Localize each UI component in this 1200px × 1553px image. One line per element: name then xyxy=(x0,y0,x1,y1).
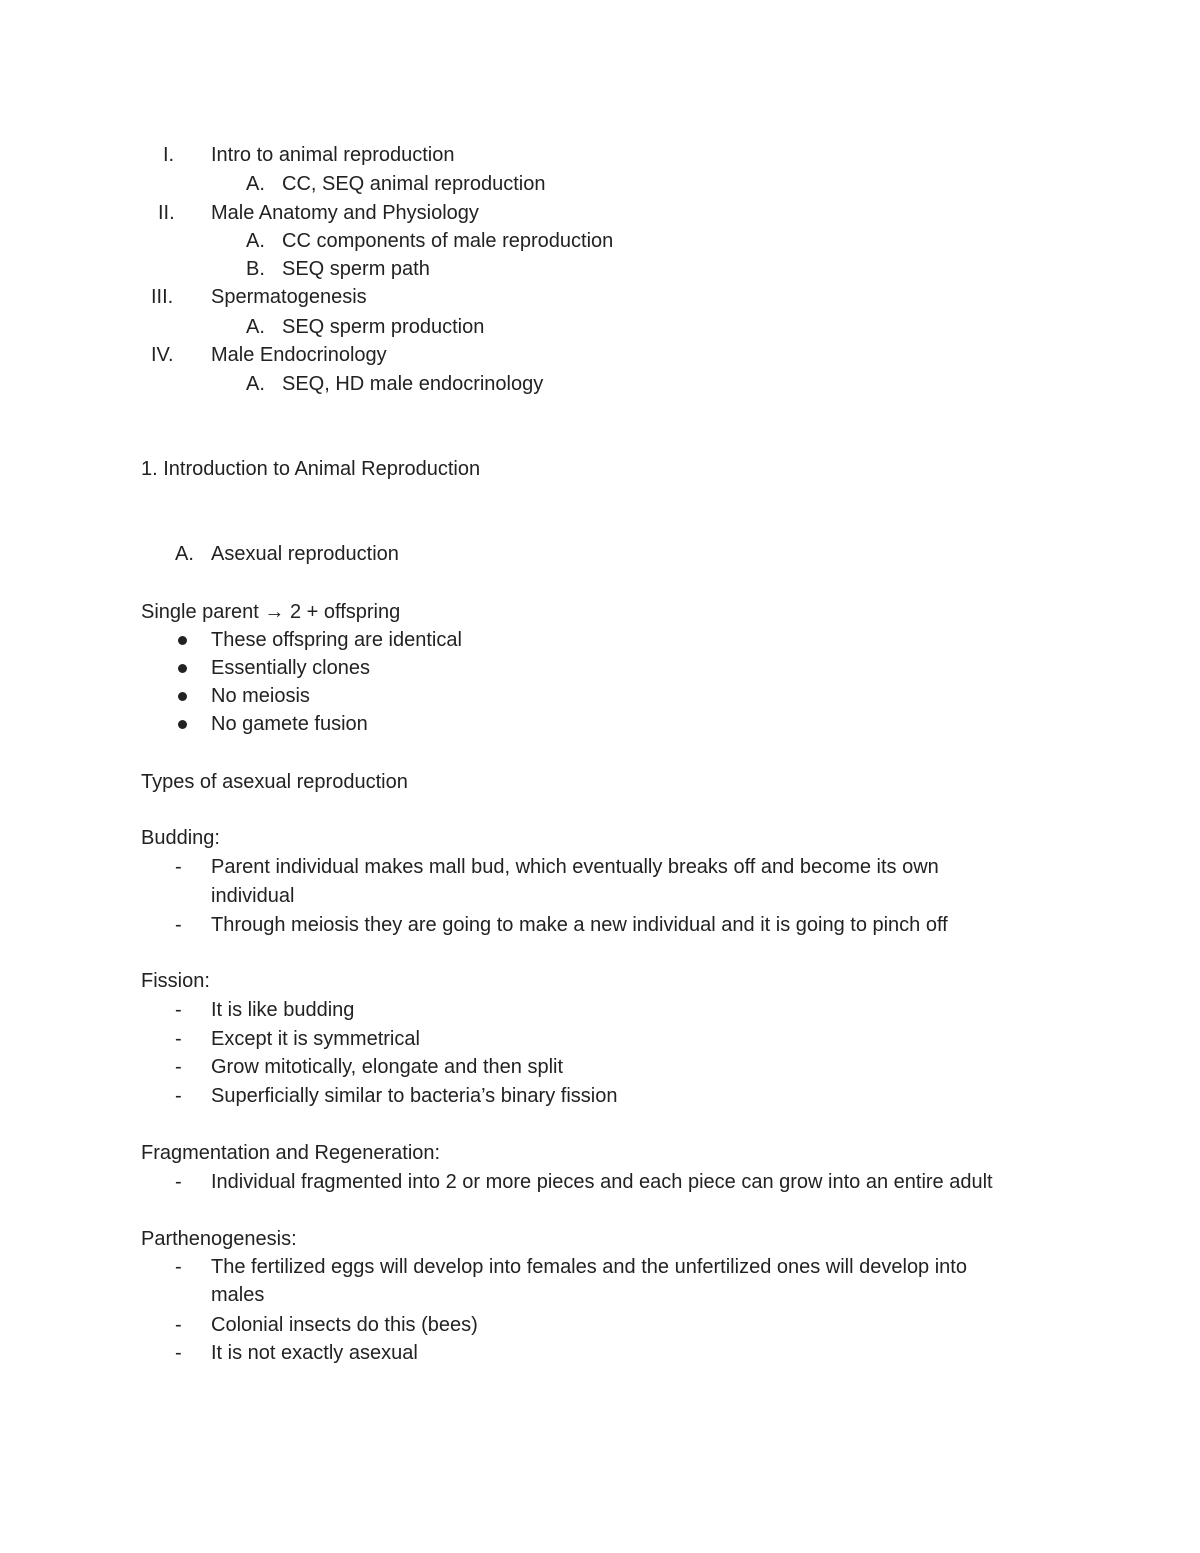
bullet-dot-icon xyxy=(178,720,187,729)
outline-marker-1: I. xyxy=(163,144,175,166)
dash-marker: - xyxy=(175,856,182,878)
asexual-bullet-2: Essentially clones xyxy=(211,657,370,679)
outline-sub-item-1a: CC, SEQ animal reproduction xyxy=(282,173,546,195)
bullet-dot-icon xyxy=(178,692,187,701)
fragmentation-item-1: Individual fragmented into 2 or more pieces and each piece can grow into an entire adult xyxy=(211,1171,993,1193)
parthenogenesis-item-1-line-1: The fertilized eggs will develop into females and the unfertilized ones will develop into xyxy=(211,1256,967,1278)
outline-sub-marker-4a: A. xyxy=(246,373,265,395)
parthenogenesis-item-2: Colonial insects do this (bees) xyxy=(211,1314,478,1336)
outline-item-4: Male Endocrinology xyxy=(211,344,387,366)
outline-marker-3: III. xyxy=(151,286,174,308)
section-heading: 1. Introduction to Animal Reproduction xyxy=(141,458,481,480)
asexual-bullet-4: No gamete fusion xyxy=(211,713,368,735)
outline-marker-2: II. xyxy=(158,202,175,224)
bullet-dot-icon xyxy=(178,636,187,645)
subsection-heading: Asexual reproduction xyxy=(211,543,399,565)
budding-item-1-line-2: individual xyxy=(211,885,295,907)
outline-sub-marker-2a: A. xyxy=(246,230,265,252)
asexual-bullet-3: No meiosis xyxy=(211,685,310,707)
parthenogenesis-item-1-line-2: males xyxy=(211,1284,265,1306)
dash-marker: - xyxy=(175,914,182,936)
outline-item-1: Intro to animal reproduction xyxy=(211,144,455,166)
outline-item-2: Male Anatomy and Physiology xyxy=(211,202,479,224)
asexual-intro: Single parent → 2 + offspring xyxy=(141,601,401,623)
fission-heading: Fission: xyxy=(141,970,210,992)
bullet-dot-icon xyxy=(178,664,187,673)
dash-marker: - xyxy=(175,1028,182,1050)
fission-item-2: Except it is symmetrical xyxy=(211,1028,420,1050)
outline-sub-marker-1a: A. xyxy=(246,173,265,195)
outline-sub-marker-3a: A. xyxy=(246,316,265,338)
outline-sub-item-2b: SEQ sperm path xyxy=(282,258,430,280)
dash-marker: - xyxy=(175,1171,182,1193)
dash-marker: - xyxy=(175,1085,182,1107)
dash-marker: - xyxy=(175,999,182,1021)
outline-sub-item-2a: CC components of male reproduction xyxy=(282,230,614,252)
parthenogenesis-heading: Parthenogenesis: xyxy=(141,1228,297,1250)
asexual-bullet-1: These offspring are identical xyxy=(211,629,462,651)
subsection-marker: A. xyxy=(175,543,194,565)
dash-marker: - xyxy=(175,1256,182,1278)
dash-marker: - xyxy=(175,1314,182,1336)
fission-item-1: It is like budding xyxy=(211,999,355,1021)
dash-marker: - xyxy=(175,1056,182,1078)
outline-sub-item-4a: SEQ, HD male endocrinology xyxy=(282,373,544,395)
fragmentation-heading: Fragmentation and Regeneration: xyxy=(141,1142,441,1164)
outline-sub-marker-2b: B. xyxy=(246,258,265,280)
parthenogenesis-item-3: It is not exactly asexual xyxy=(211,1342,418,1364)
outline-marker-4: IV. xyxy=(151,344,174,366)
fission-item-3: Grow mitotically, elongate and then split xyxy=(211,1056,564,1078)
fission-item-4: Superficially similar to bacteria’s binary fission xyxy=(211,1085,618,1107)
types-heading: Types of asexual reproduction xyxy=(141,771,408,793)
budding-item-1-line-1: Parent individual makes mall bud, which eventually breaks off and become its own xyxy=(211,856,939,878)
dash-marker: - xyxy=(175,1342,182,1364)
outline-item-3: Spermatogenesis xyxy=(211,286,367,308)
budding-heading: Budding: xyxy=(141,827,220,849)
outline-sub-item-3a: SEQ sperm production xyxy=(282,316,485,338)
budding-item-2: Through meiosis they are going to make a new individual and it is going to pinch off xyxy=(211,914,948,936)
